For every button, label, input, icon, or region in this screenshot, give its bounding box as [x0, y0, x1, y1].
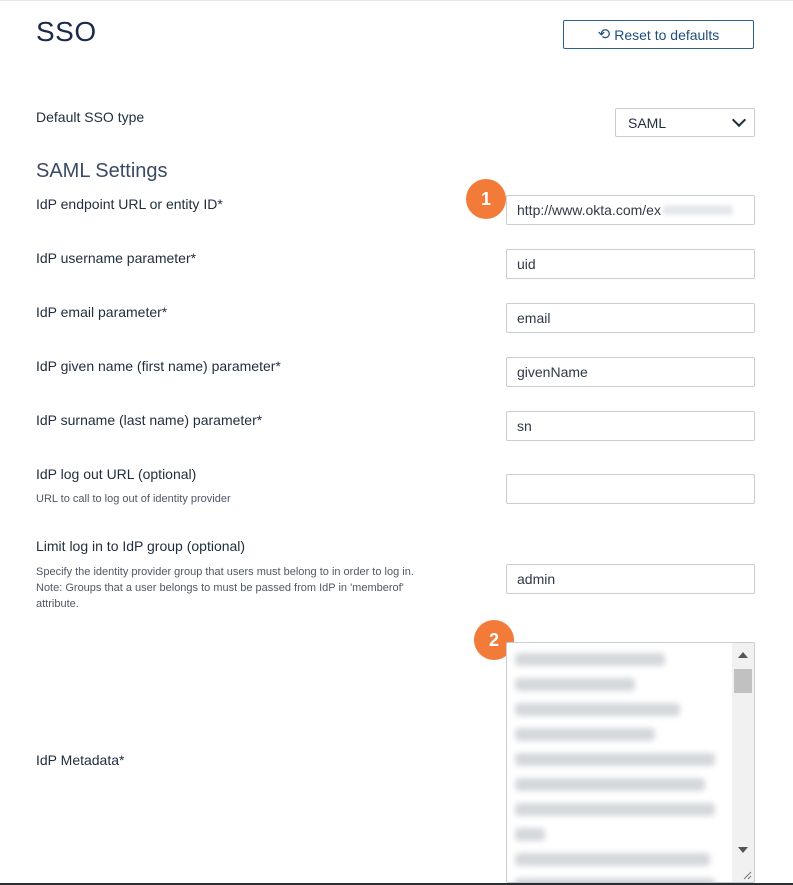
- idp-given-name-value: givenName: [517, 364, 588, 380]
- chevron-down-icon: [732, 113, 746, 127]
- idp-surname-label: IdP surname (last name) parameter*: [36, 412, 263, 428]
- idp-email-value: email: [517, 310, 551, 326]
- resize-handle-icon[interactable]: [742, 870, 752, 880]
- page-title: SSO: [36, 16, 97, 47]
- redacted-metadata: [515, 653, 720, 883]
- idp-logout-url-help: URL to call to log out of identity provider: [36, 493, 231, 505]
- idp-logout-url-input[interactable]: [506, 474, 755, 504]
- idp-endpoint-label: IdP endpoint URL or entity ID*: [36, 196, 223, 212]
- idp-endpoint-value: http://www.okta.com/ex: [517, 202, 661, 218]
- reset-to-defaults-button[interactable]: [563, 20, 754, 49]
- idp-group-input[interactable]: [506, 564, 755, 594]
- metadata-scrollbar[interactable]: [732, 643, 754, 882]
- idp-metadata-textarea[interactable]: [506, 642, 755, 883]
- reset-button-label: Reset to defaults: [614, 26, 720, 43]
- top-divider: [0, 0, 793, 1]
- idp-username-value: uid: [517, 256, 536, 272]
- rotate-ccw-icon: ⟲: [597, 26, 611, 43]
- idp-surname-value: sn: [517, 418, 532, 434]
- idp-email-input[interactable]: [506, 303, 755, 333]
- scroll-up-arrow-icon[interactable]: [738, 652, 748, 658]
- scroll-thumb[interactable]: [734, 669, 752, 693]
- idp-username-input[interactable]: [506, 249, 755, 279]
- default-sso-type-select[interactable]: [615, 108, 755, 137]
- callout-badge-2: 2: [474, 620, 514, 660]
- idp-given-name-label: IdP given name (first name) parameter*: [36, 358, 281, 374]
- default-sso-type-value: SAML: [628, 114, 667, 131]
- callout-badge-1: 1: [466, 179, 506, 219]
- default-sso-type-label: Default SSO type: [36, 109, 145, 125]
- idp-email-label: IdP email parameter*: [36, 304, 168, 320]
- idp-group-help-line-3: attribute.: [36, 598, 79, 610]
- redacted-text: [663, 205, 733, 215]
- idp-surname-input[interactable]: [506, 411, 755, 441]
- idp-group-value: admin: [517, 571, 556, 587]
- idp-logout-url-label: IdP log out URL (optional): [36, 466, 197, 482]
- idp-given-name-input[interactable]: [506, 357, 755, 387]
- scroll-down-arrow-icon[interactable]: [738, 847, 748, 853]
- idp-group-help-line-2: Note: Groups that a user belongs to must be passed from IdP in 'memberof': [36, 582, 404, 594]
- idp-endpoint-input[interactable]: [506, 195, 755, 225]
- idp-group-help-line-1: Specify the identity provider group that users must belong to in order to log in.: [36, 566, 414, 578]
- saml-settings-heading: SAML Settings: [36, 160, 168, 182]
- idp-group-label: Limit log in to IdP group (optional): [36, 538, 246, 554]
- idp-metadata-label: IdP Metadata*: [36, 752, 125, 768]
- idp-username-label: IdP username parameter*: [36, 250, 197, 266]
